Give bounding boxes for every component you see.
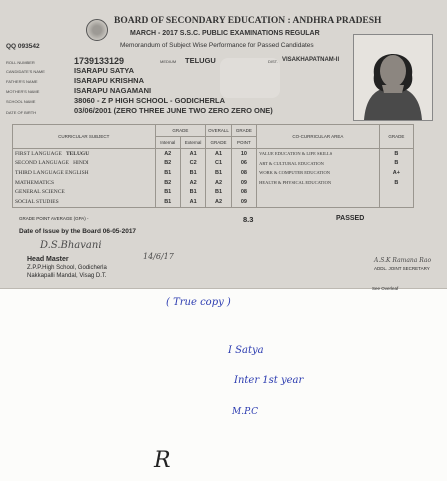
cocurricular-grade: A+ — [379, 168, 413, 178]
grade-point: 08 — [231, 187, 256, 197]
cocurricular-area: VALUE EDUCATION & LIFE SKILLS — [257, 149, 380, 159]
dob-value: 03/06/2001 (ZERO THREE JUNE TWO ZERO ZERO ONE) — [74, 106, 273, 115]
cocurricular-area: WORK & COMPUTER EDUCATION — [257, 168, 380, 178]
table-row — [13, 187, 414, 197]
overall-grade: A2 — [206, 197, 231, 207]
external-grade: B1 — [180, 168, 205, 178]
overall-header: OVERALL — [206, 125, 231, 137]
roll-number-label: ROLL NUMBER — [6, 60, 35, 65]
grade-sub-header: GRADE — [206, 137, 231, 149]
school-name: 38060 - Z P HIGH SCHOOL - GODICHERLA — [74, 96, 225, 105]
subject-cell: THIRD LANGUAGE ENGLISH — [13, 168, 156, 178]
head-master-title: Head Master — [27, 256, 69, 263]
cocurricular-area: ART & CULTURAL EDUCATION — [257, 159, 380, 169]
cocurricular-area — [257, 197, 380, 207]
handwritten-name: I Satya — [228, 345, 264, 356]
external-grade: A1 — [180, 149, 205, 159]
grade-point: 09 — [231, 197, 256, 207]
external-grade: A2 — [180, 178, 205, 188]
signature-date: 14/6/17 — [143, 252, 174, 261]
medium-value: TELUGU — [185, 56, 216, 65]
table-row — [13, 197, 414, 207]
candidate-label: CANDIDATE'S NAME — [6, 69, 45, 74]
external-grade: B1 — [180, 187, 205, 197]
exam-line: MARCH - 2017 S.S.C. PUBLIC EXAMINATIONS REGULAR — [130, 30, 320, 37]
gpa-label: GRADE POINT AVERAGE (GPA) - — [19, 216, 89, 221]
grade-point: 10 — [231, 149, 256, 159]
cocurricular-grade: B — [379, 178, 413, 188]
watermark — [220, 58, 280, 98]
cocurricular-header: CO-CURRICULAR AREA — [257, 125, 380, 149]
roll-number: 1739133129 — [74, 56, 125, 66]
district-label: DIST. — [268, 59, 278, 64]
external-grade: A1 — [180, 197, 205, 207]
see-overleaf: See Overleaf — [372, 286, 399, 291]
cocurricular-grade — [379, 197, 413, 207]
district-value: VISAKHAPATNAM-II — [282, 57, 340, 63]
school-stamp: Z.P.P.High School, Godicherla — [27, 265, 107, 271]
cocurricular-grade: B — [379, 159, 413, 169]
internal-grade: B1 — [155, 187, 180, 197]
board-emblem-icon — [86, 19, 108, 41]
father-label: FATHER'S NAME — [6, 79, 38, 84]
external-grade: C2 — [180, 159, 205, 169]
mother-name: ISARAPU NAGAMANI — [74, 86, 152, 95]
grade-point: 08 — [231, 168, 256, 178]
internal-grade: B2 — [155, 178, 180, 188]
handwritten-initial: R — [154, 448, 171, 473]
table-row — [13, 178, 414, 188]
issue-date: Date of Issue by the Board 06-05-2017 — [19, 228, 137, 235]
candidate-photo — [353, 34, 433, 121]
memo-title: Memorandum of Subject Wise Performance for Passed Candidates — [120, 42, 314, 49]
grade-point: 09 — [231, 178, 256, 188]
cocurricular-area: HEALTH & PHYSICAL EDUCATION — [257, 178, 380, 188]
school-address: Nakkapalli Mandal, Visag D.T. — [27, 273, 107, 279]
secretary-title: ADDL. JOINT SECRETARY — [374, 266, 430, 271]
handwritten-course: Inter 1st year — [234, 375, 304, 386]
overall-grade: B1 — [206, 168, 231, 178]
external-header: External — [180, 137, 205, 149]
result-status: PASSED — [336, 215, 365, 222]
table-row — [13, 149, 414, 159]
school-label: SCHOOL NAME — [6, 99, 36, 104]
serial-number: QQ 093542 — [6, 43, 40, 50]
internal-grade: A2 — [155, 149, 180, 159]
subject-cell: SECOND LANGUAGE HINDI — [13, 159, 156, 169]
overall-grade-header: GRADE — [231, 125, 256, 137]
table-row — [13, 159, 414, 169]
gpa-value: 8.3 — [243, 215, 254, 224]
curricular-header: CURRICULAR SUBJECT — [13, 125, 156, 149]
cocurricular-grade: B — [379, 149, 413, 159]
subject-cell: FIRST LANGUAGE TELUGU — [13, 149, 156, 159]
grades-table — [12, 124, 414, 208]
secretary-signature: A.S.K Ramana Rao — [374, 257, 432, 264]
overall-grade: C1 — [206, 159, 231, 169]
co-grade-header: GRADE — [379, 125, 413, 149]
cocurricular-area — [257, 187, 380, 197]
grade-header: GRADE — [155, 125, 206, 137]
overall-grade: A2 — [206, 178, 231, 188]
internal-grade: B2 — [155, 159, 180, 169]
grade-point: 06 — [231, 159, 256, 169]
subject-cell: MATHEMATICS — [13, 178, 156, 188]
headmaster-signature: D.S.Bhavani — [40, 240, 102, 251]
internal-header: Internal — [155, 137, 180, 149]
candidate-name: ISARAPU SATYA — [74, 66, 135, 75]
table-row — [13, 168, 414, 178]
true-copy-note: ( True copy ) — [166, 297, 231, 308]
point-header: POINT — [231, 137, 256, 149]
mother-label: MOTHER'S NAME — [6, 89, 40, 94]
overall-grade: A1 — [206, 149, 231, 159]
overall-grade: B1 — [206, 187, 231, 197]
father-name: ISARAPU KRISHNA — [74, 76, 145, 85]
subject-cell: SOCIAL STUDIES — [13, 197, 156, 207]
board-title: BOARD OF SECONDARY EDUCATION : ANDHRA PRADESH — [114, 16, 382, 26]
handwritten-group: M.P.C — [232, 407, 259, 417]
medium-label: MEDIUM — [160, 59, 177, 64]
dob-label: DATE OF BIRTH — [6, 110, 37, 115]
internal-grade: B1 — [155, 197, 180, 207]
subject-cell: GENERAL SCIENCE — [13, 187, 156, 197]
internal-grade: B1 — [155, 168, 180, 178]
cocurricular-grade — [379, 187, 413, 197]
